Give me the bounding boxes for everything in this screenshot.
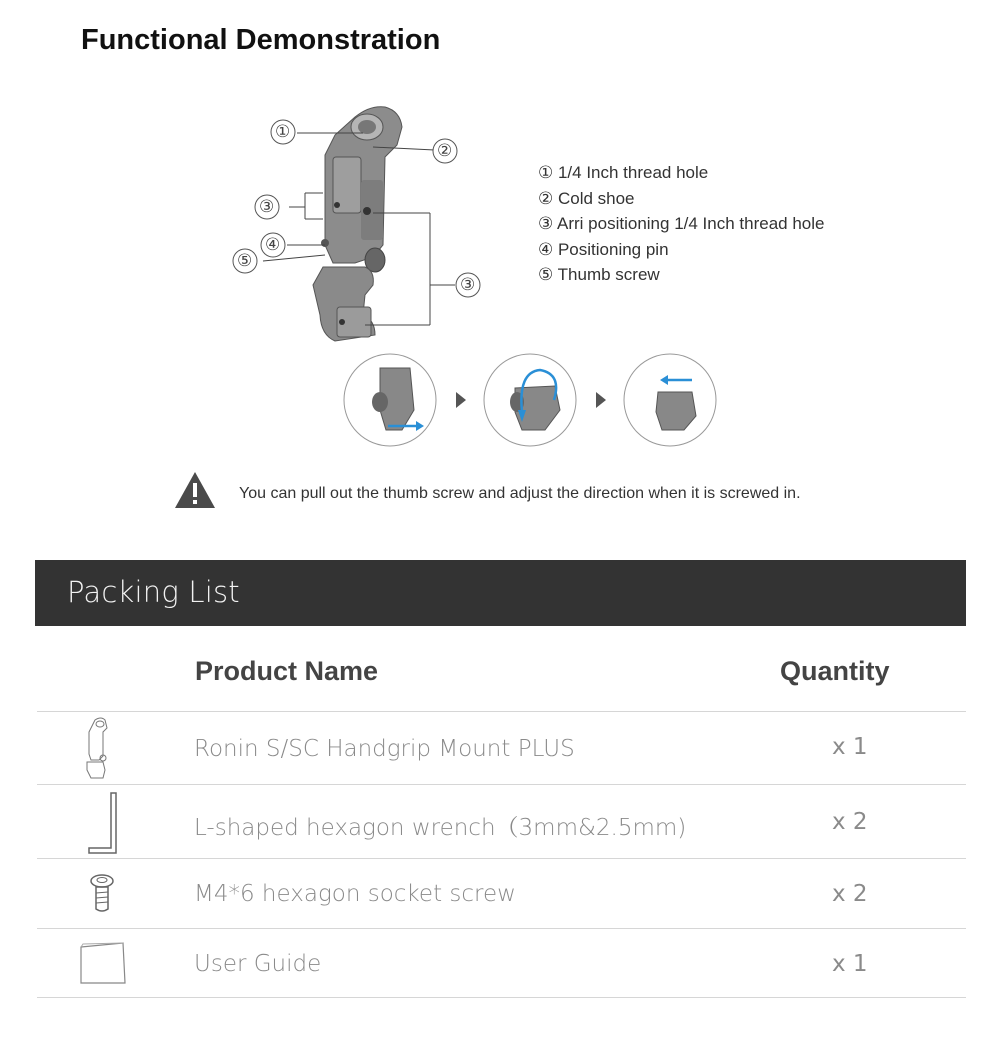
product-name: User Guide xyxy=(194,951,322,977)
callout-4: ④ xyxy=(265,235,281,254)
callout-5: ⑤ xyxy=(237,251,253,270)
step-2-illustration xyxy=(484,354,576,446)
callout-2: ② xyxy=(437,141,453,160)
mount-diagram xyxy=(225,95,505,355)
legend-item: ⑤ Thumb screw xyxy=(538,265,660,284)
legend-item: ② Cold shoe xyxy=(538,188,635,208)
product-quantity: x 2 xyxy=(832,881,868,907)
callout-3-right: ③ xyxy=(460,275,476,294)
step-3-illustration xyxy=(624,354,716,446)
adjustment-steps-illustration xyxy=(340,350,740,450)
warning-text: You can pull out the thumb screw and adjust the direction when it is screwed in. xyxy=(239,485,801,502)
product-quantity: x 2 xyxy=(832,809,868,835)
legend-item: ① 1/4 Inch thread hole xyxy=(538,163,709,182)
table-row xyxy=(37,711,966,785)
product-quantity: x 1 xyxy=(832,951,868,977)
table-row xyxy=(37,858,966,929)
diagram-legend xyxy=(538,160,824,288)
column-header-quantity: Quantity xyxy=(780,656,890,686)
legend-item: ③ Arri positioning 1/4 Inch thread hole xyxy=(538,214,825,233)
callout-3-left: ③ xyxy=(259,197,275,216)
table-bottom-divider xyxy=(37,997,966,998)
step-1-illustration xyxy=(344,354,436,446)
table-row xyxy=(37,784,966,859)
warning-note xyxy=(173,470,973,510)
table-row xyxy=(37,928,966,998)
hex-wrench-icon xyxy=(85,791,119,855)
packing-list-title: Packing List xyxy=(67,575,240,609)
product-name: M4*6 hexagon socket screw xyxy=(194,881,516,907)
column-header-product-name: Product Name xyxy=(195,656,379,686)
step-arrow-icon xyxy=(456,392,466,408)
legend-item: ④ Positioning pin xyxy=(538,239,669,259)
warning-triangle-icon xyxy=(173,470,217,510)
packing-list-header xyxy=(35,560,966,626)
step-arrow-icon xyxy=(596,392,606,408)
product-name: L-shaped hexagon wrench（3mm&2.5mm) xyxy=(194,815,687,841)
user-guide-icon xyxy=(79,941,127,985)
page-title: Functional Demonstration xyxy=(81,24,441,56)
product-name: Ronin S/SC Handgrip Mount PLUS xyxy=(194,736,575,762)
socket-screw-icon xyxy=(89,873,115,913)
product-quantity: x 1 xyxy=(832,734,868,760)
handgrip-mount-icon xyxy=(81,716,117,782)
callout-1: ① xyxy=(275,122,291,141)
